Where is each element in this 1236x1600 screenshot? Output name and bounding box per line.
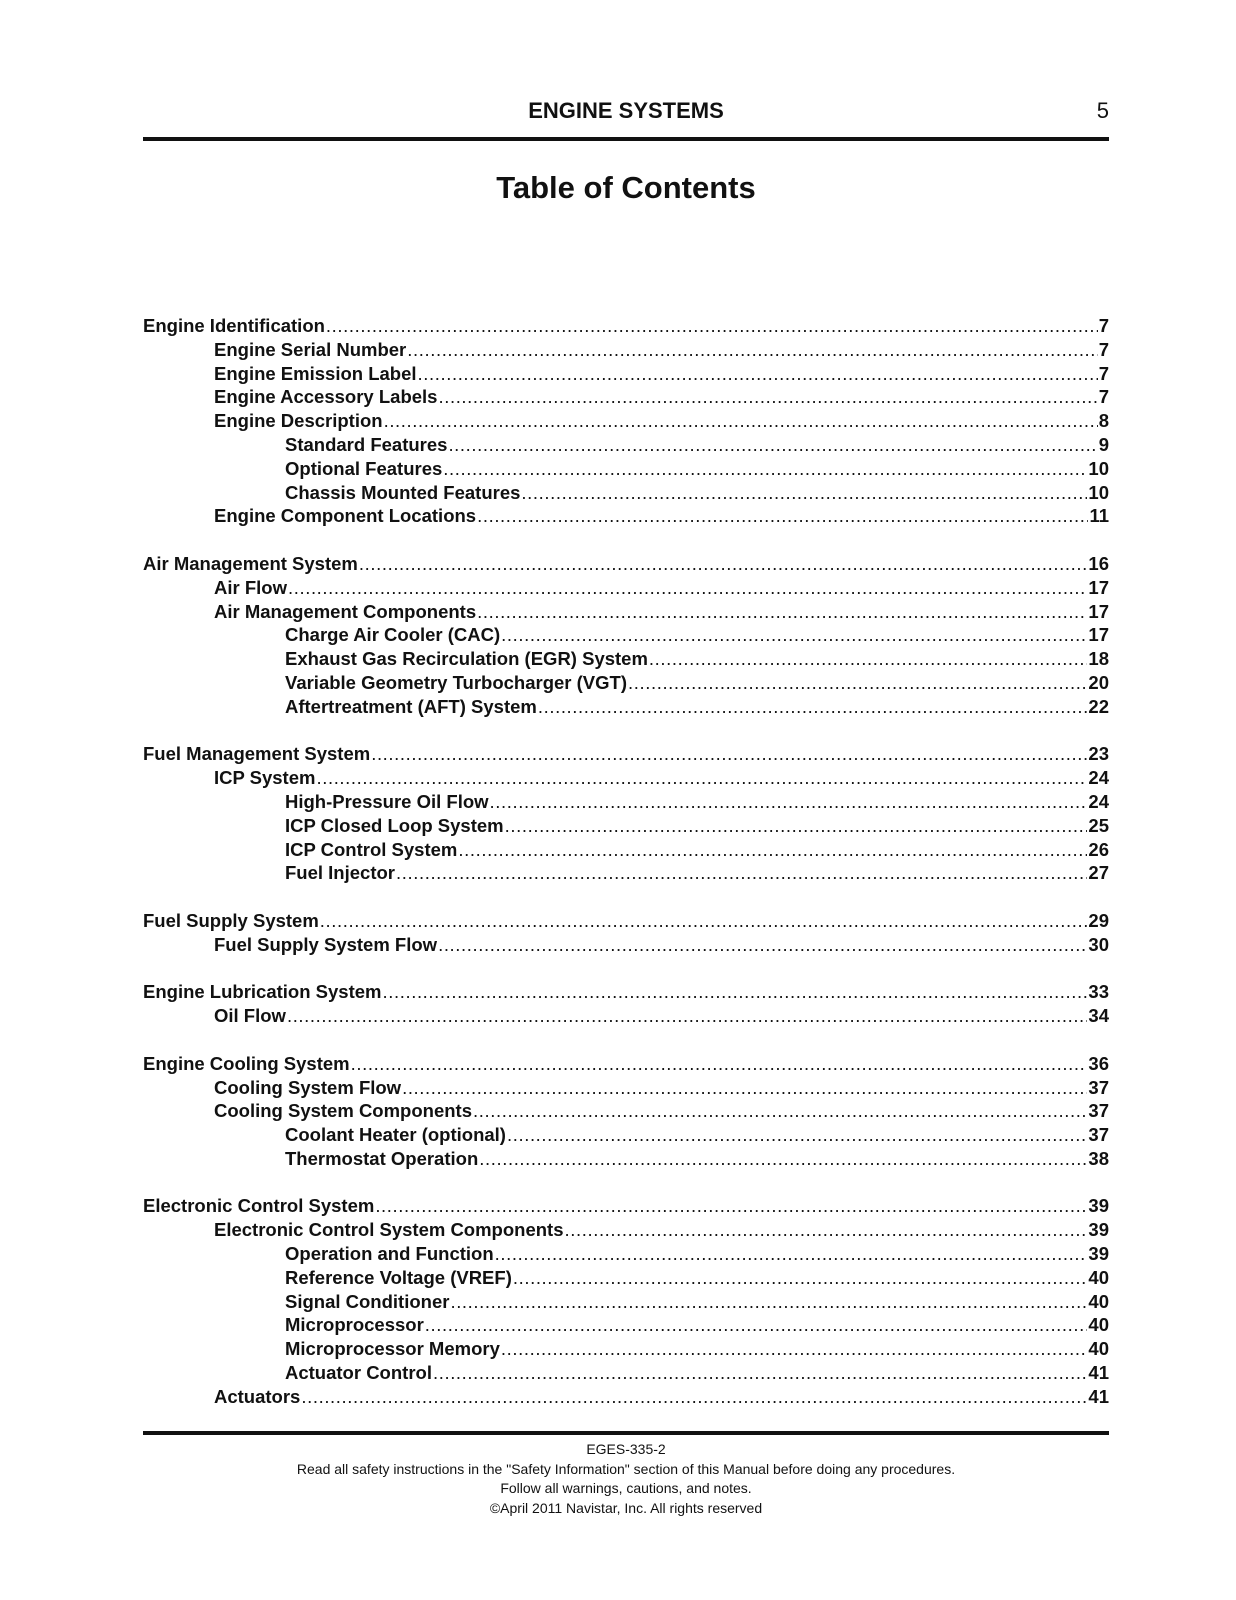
toc-entry-page: 24	[1088, 790, 1109, 812]
toc-section	[143, 1194, 1109, 1408]
toc-entry-label: Charge Air Cooler (CAC)	[285, 624, 501, 646]
document-number: EGES-335-2	[586, 1441, 666, 1457]
toc-entry[interactable]	[143, 576, 1109, 600]
dot-leader	[521, 481, 1087, 505]
safety-notice: Read all safety instructions in the "Safety Information" section of this Manual before doing any procedures.	[296, 1460, 956, 1477]
toc-entry-page: 40	[1088, 1314, 1109, 1336]
toc-entry-label: Actuator Control	[285, 1362, 432, 1384]
toc-entry-page: 17	[1088, 624, 1109, 646]
toc-entry[interactable]	[143, 1194, 1109, 1218]
toc-entry-label: Actuators	[214, 1385, 301, 1407]
toc-entry-label: Engine Serial Number	[214, 338, 407, 360]
toc-entry[interactable]	[143, 909, 1109, 933]
toc-entry-page: 11	[1089, 505, 1109, 527]
section-title: ENGINE SYSTEMS	[528, 98, 724, 123]
table-of-contents	[143, 314, 1109, 1432]
toc-entry[interactable]	[143, 600, 1109, 624]
toc-entry-label: Air Management Components	[214, 600, 477, 622]
toc-entry-label: Oil Flow	[214, 1005, 286, 1027]
toc-entry-label: Reference Voltage (VREF)	[285, 1266, 512, 1288]
toc-entry[interactable]	[143, 1004, 1109, 1028]
toc-entry[interactable]	[143, 338, 1109, 362]
toc-entry[interactable]	[143, 647, 1109, 671]
toc-entry-label: ICP Control System	[285, 838, 458, 860]
toc-entry-label: Engine Cooling System	[143, 1052, 350, 1074]
toc-entry-label: Coolant Heater (optional)	[285, 1124, 506, 1146]
dot-leader	[438, 933, 1087, 957]
toc-entry-label: Fuel Injector	[285, 862, 395, 884]
toc-entry[interactable]	[143, 1099, 1109, 1123]
dot-leader	[371, 742, 1087, 766]
dot-leader	[458, 838, 1087, 862]
toc-entry[interactable]	[143, 623, 1109, 647]
dot-leader	[301, 1385, 1087, 1409]
toc-entry[interactable]	[143, 1052, 1109, 1076]
toc-section	[143, 552, 1109, 719]
toc-entry[interactable]	[143, 1337, 1109, 1361]
dot-leader	[565, 1218, 1088, 1242]
toc-entry-label: Fuel Management System	[143, 743, 371, 765]
toc-entry[interactable]	[143, 838, 1109, 862]
dot-leader	[375, 1194, 1087, 1218]
toc-entry-page: 33	[1088, 981, 1109, 1003]
page-number: 5	[1096, 98, 1109, 123]
toc-entry-label: Operation and Function	[285, 1243, 494, 1265]
toc-entry-page: 40	[1088, 1266, 1109, 1288]
toc-entry-page: 10	[1088, 457, 1109, 479]
copyright-notice: ©April 2011 Navistar, Inc. All rights reserved	[489, 1499, 763, 1516]
toc-entry[interactable]	[143, 457, 1109, 481]
dot-leader	[383, 980, 1088, 1004]
dot-leader	[425, 1313, 1088, 1337]
toc-entry-page: 37	[1088, 1100, 1109, 1122]
toc-entry-page: 30	[1088, 933, 1109, 955]
toc-entry[interactable]	[143, 980, 1109, 1004]
dot-leader	[433, 1361, 1087, 1385]
toc-entry[interactable]	[143, 766, 1109, 790]
header-divider	[143, 137, 1109, 141]
dot-leader	[513, 1266, 1088, 1290]
dot-leader	[448, 433, 1097, 457]
toc-section	[143, 742, 1109, 885]
toc-entry-page: 17	[1088, 600, 1109, 622]
toc-entry-label: ICP Closed Loop System	[285, 814, 504, 836]
footer-divider	[143, 1431, 1109, 1435]
dot-leader	[628, 671, 1087, 695]
dot-leader	[501, 1337, 1088, 1361]
toc-entry-label: Engine Component Locations	[214, 505, 477, 527]
toc-entry[interactable]	[143, 1313, 1109, 1337]
toc-section	[143, 1052, 1109, 1171]
toc-entry[interactable]	[143, 314, 1109, 338]
toc-entry-label: Engine Identification	[143, 315, 325, 336]
dot-leader	[438, 385, 1097, 409]
dot-leader	[288, 576, 1087, 600]
dot-leader	[359, 552, 1088, 576]
toc-entry-page: 24	[1088, 767, 1109, 789]
toc-entry-label: Cooling System Components	[214, 1100, 472, 1122]
toc-entry-label: ICP System	[214, 767, 316, 789]
toc-entry-page: 39	[1088, 1195, 1109, 1217]
dot-leader	[326, 314, 1098, 338]
toc-entry-label: Electronic Control System Components	[214, 1219, 564, 1241]
toc-entry[interactable]	[143, 1147, 1109, 1171]
dot-leader	[495, 1242, 1088, 1266]
toc-entry[interactable]	[143, 1290, 1109, 1314]
toc-entry-label: Engine Emission Label	[214, 362, 417, 384]
toc-entry-page: 7	[1098, 386, 1109, 408]
dot-leader	[287, 1004, 1087, 1028]
page-header	[143, 96, 1109, 126]
page-title: Table of Contents	[496, 170, 756, 205]
dot-leader	[402, 1076, 1087, 1100]
toc-entry-page: 17	[1088, 576, 1109, 598]
toc-entry[interactable]	[143, 742, 1109, 766]
toc-entry-page: 8	[1098, 410, 1109, 432]
warnings-notice: Follow all warnings, cautions, and notes.	[500, 1480, 752, 1496]
dot-leader	[473, 1099, 1087, 1123]
toc-entry-label: Cooling System Flow	[214, 1076, 402, 1098]
dot-leader	[316, 766, 1087, 790]
toc-entry-page: 18	[1088, 648, 1109, 670]
toc-entry-label: Variable Geometry Turbocharger (VGT)	[285, 671, 627, 693]
toc-entry[interactable]	[143, 790, 1109, 814]
toc-entry[interactable]	[143, 814, 1109, 838]
toc-entry[interactable]	[143, 362, 1109, 386]
toc-entry-label: Engine Lubrication System	[143, 981, 382, 1003]
toc-entry[interactable]	[143, 1266, 1109, 1290]
toc-entry-page: 22	[1088, 695, 1109, 717]
dot-leader	[649, 647, 1088, 671]
toc-entry[interactable]	[143, 1385, 1109, 1409]
toc-entry-page: 34	[1088, 1005, 1109, 1027]
page-footer	[143, 1440, 1109, 1518]
dot-leader	[490, 790, 1088, 814]
dot-leader	[505, 814, 1088, 838]
toc-entry-label: Electronic Control System	[143, 1195, 375, 1217]
toc-entry[interactable]	[143, 481, 1109, 505]
toc-entry-label: High-Pressure Oil Flow	[285, 790, 489, 812]
toc-entry-page: 36	[1088, 1052, 1109, 1074]
dot-leader	[351, 1052, 1088, 1076]
toc-entry-page: 9	[1098, 433, 1109, 455]
toc-entry-page: 41	[1088, 1362, 1109, 1384]
toc-entry-page: 29	[1088, 909, 1109, 931]
toc-entry-page: 26	[1088, 838, 1109, 860]
toc-entry[interactable]	[143, 433, 1109, 457]
dot-leader	[407, 338, 1097, 362]
toc-entry[interactable]	[143, 1218, 1109, 1242]
dot-leader	[320, 909, 1088, 933]
toc-entry-page: 40	[1088, 1338, 1109, 1360]
toc-section	[143, 909, 1109, 957]
toc-entry[interactable]	[143, 695, 1109, 719]
toc-entry-label: Thermostat Operation	[285, 1147, 479, 1169]
toc-entry-label: Exhaust Gas Recirculation (EGR) System	[285, 648, 648, 670]
toc-entry-label: Air Management System	[143, 552, 358, 574]
toc-entry-label: Microprocessor	[285, 1314, 424, 1336]
toc-entry-label: Engine Description	[214, 410, 383, 432]
toc-entry-page: 7	[1098, 338, 1109, 360]
toc-entry[interactable]	[143, 504, 1109, 528]
toc-entry[interactable]	[143, 552, 1109, 576]
toc-entry[interactable]	[143, 1242, 1109, 1266]
toc-entry[interactable]	[143, 861, 1109, 885]
toc-entry-label: Optional Features	[285, 457, 443, 479]
toc-entry-label: Signal Conditioner	[285, 1290, 450, 1312]
dot-leader	[501, 623, 1087, 647]
toc-entry-page: 16	[1088, 552, 1109, 574]
toc-entry-page: 7	[1098, 315, 1109, 336]
toc-entry-page: 39	[1088, 1243, 1109, 1265]
toc-entry-page: 39	[1088, 1219, 1109, 1241]
dot-leader	[479, 1147, 1087, 1171]
toc-entry-page: 38	[1088, 1147, 1109, 1169]
dot-leader	[443, 457, 1087, 481]
dot-leader	[450, 1290, 1087, 1314]
toc-entry-page: 10	[1088, 481, 1109, 503]
toc-section	[143, 314, 1109, 528]
dot-leader	[384, 409, 1098, 433]
toc-entry-label: Microprocessor Memory	[285, 1338, 500, 1360]
toc-section	[143, 980, 1109, 1028]
toc-entry-label: Fuel Supply System	[143, 909, 319, 931]
toc-entry-label: Standard Features	[285, 433, 448, 455]
toc-entry-page: 37	[1088, 1124, 1109, 1146]
toc-entry-page: 23	[1088, 743, 1109, 765]
toc-entry-label: Engine Accessory Labels	[214, 386, 438, 408]
toc-entry-page: 40	[1088, 1290, 1109, 1312]
dot-leader	[477, 504, 1088, 528]
toc-entry-page: 27	[1088, 862, 1109, 884]
toc-entry[interactable]	[143, 1123, 1109, 1147]
dot-leader	[396, 861, 1087, 885]
toc-entry-page: 41	[1088, 1385, 1109, 1407]
toc-entry[interactable]	[143, 409, 1109, 433]
toc-entry-label: Aftertreatment (AFT) System	[285, 695, 537, 717]
dot-leader	[418, 362, 1098, 386]
dot-leader	[507, 1123, 1087, 1147]
toc-entry-page: 37	[1088, 1076, 1109, 1098]
toc-entry-label: Chassis Mounted Features	[285, 481, 521, 503]
toc-entry-page: 25	[1088, 814, 1109, 836]
toc-entry[interactable]	[143, 933, 1109, 957]
toc-entry-page: 7	[1098, 362, 1109, 384]
toc-entry[interactable]	[143, 671, 1109, 695]
toc-entry-label: Fuel Supply System Flow	[214, 933, 438, 955]
toc-entry-page: 20	[1088, 671, 1109, 693]
dot-leader	[477, 600, 1087, 624]
dot-leader	[538, 695, 1088, 719]
toc-entry[interactable]	[143, 1076, 1109, 1100]
toc-entry[interactable]	[143, 385, 1109, 409]
toc-entry[interactable]	[143, 1361, 1109, 1385]
toc-entry-label: Air Flow	[214, 576, 287, 598]
